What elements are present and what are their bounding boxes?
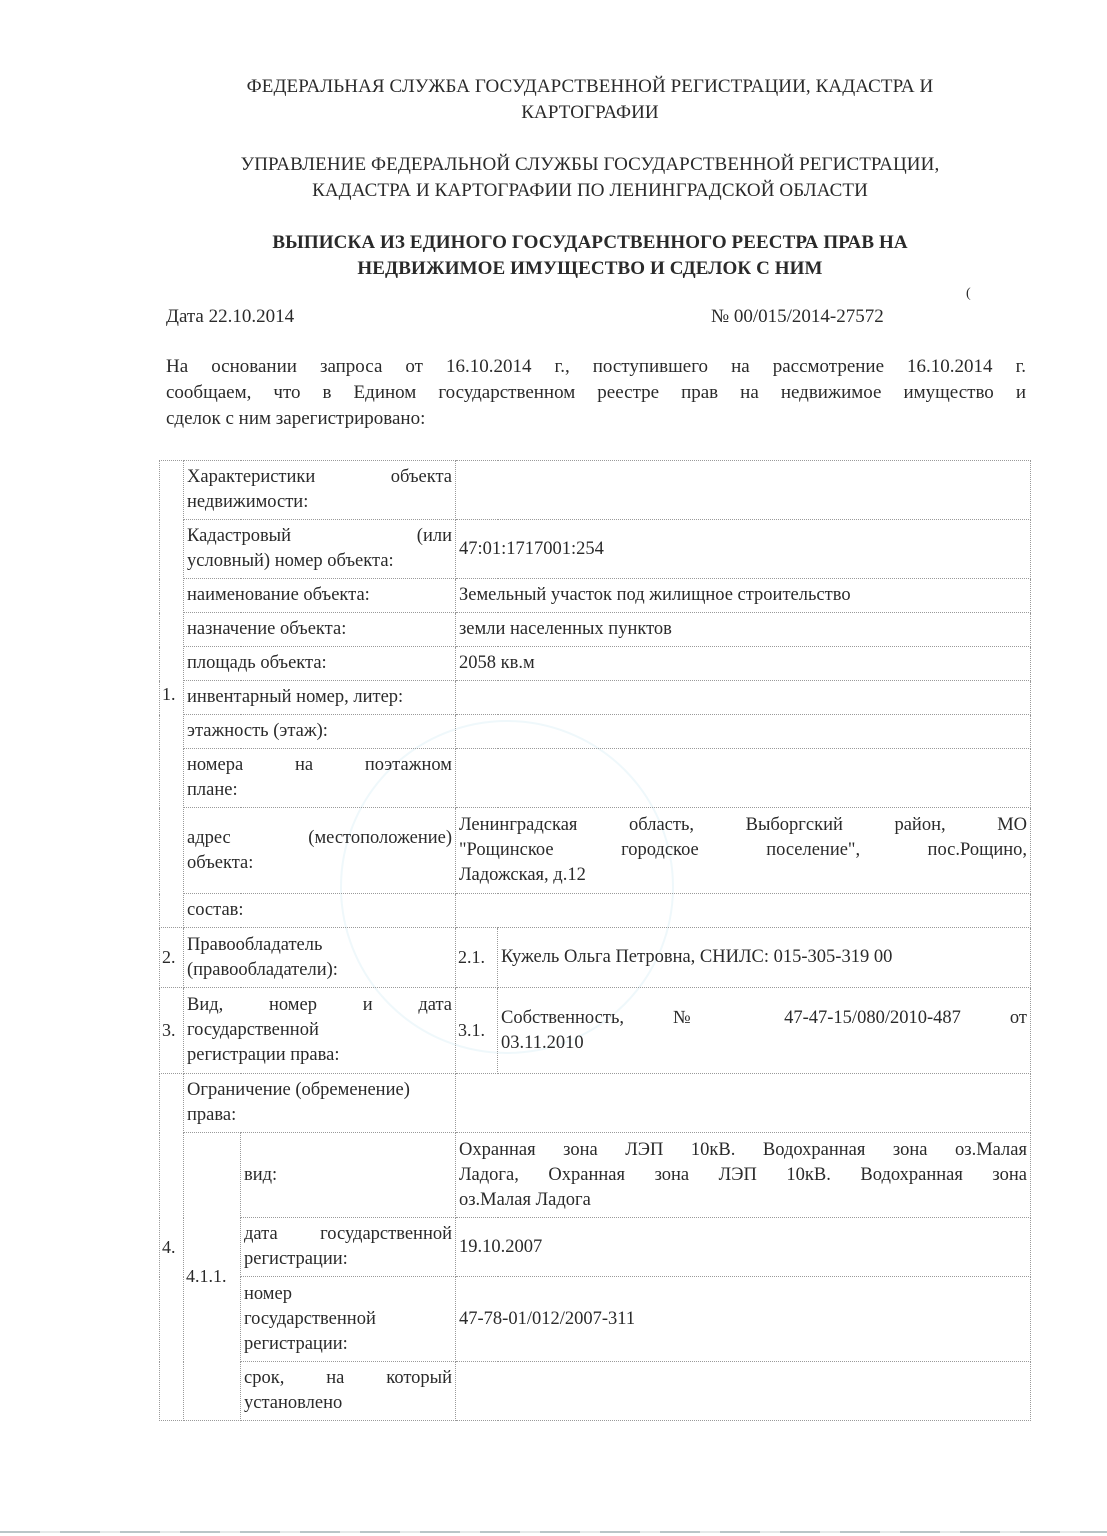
row-value [456, 1074, 1031, 1133]
document-date: Дата 22.10.2014 [166, 306, 295, 327]
table-row [160, 1074, 1031, 1133]
intro-paragraph [166, 354, 1026, 432]
table-row [160, 461, 1031, 520]
row-label [184, 808, 456, 894]
value-line: Ладога, Охранная зона ЛЭП 10кВ. Водохранная зона [459, 1164, 1027, 1185]
title-line-1: ВЫПИСКА ИЗ ЕДИНОГО ГОСУДАРСТВЕННОГО РЕЕСТРА ПРАВ НА [272, 232, 908, 253]
value-line: 03.11.2010 [501, 1032, 584, 1053]
encumbrance-date: 19.10.2007 [456, 1218, 1031, 1277]
sub-number: 4.1.1. [184, 1133, 241, 1421]
row-value [456, 894, 1031, 928]
row-value [456, 715, 1031, 749]
label-line: недвижимости: [187, 492, 309, 512]
row-label [184, 928, 456, 988]
row-label: состав: [184, 894, 456, 928]
sub-number: 2.1. [456, 928, 498, 988]
section-number: 4. [160, 1074, 184, 1421]
encumbrance-type [456, 1133, 1031, 1218]
row-label: инвентарный номер, литер: [184, 681, 456, 715]
table-row [160, 928, 1031, 988]
row-label: этажность (этаж): [184, 715, 456, 749]
row-label: площадь объекта: [184, 647, 456, 681]
table-row [160, 1218, 1031, 1277]
table-row [160, 749, 1031, 808]
label-line: условный) номер объекта: [187, 551, 394, 571]
agency-line-1: ФЕДЕРАЛЬНАЯ СЛУЖБА ГОСУДАРСТВЕННОЙ РЕГИСТРАЦИИ, КАДАСТРА И [246, 76, 934, 97]
intro-line-2: сообщаем, что в Едином государственном реестре прав на недвижимое имущество и [166, 382, 1026, 403]
label-line: объекта: [187, 852, 254, 873]
object-name: Земельный участок под жилищное строительство [456, 579, 1031, 613]
row-label: назначение объекта: [184, 613, 456, 647]
label-line: номер [244, 1283, 292, 1304]
label-line: номера на поэтажном [187, 755, 452, 775]
table-row [160, 1277, 1031, 1362]
label-line: Вид, номер и дата [187, 995, 452, 1015]
row-value [456, 461, 1031, 520]
row-label: вид: [241, 1133, 456, 1218]
handwritten-mark: ( [966, 286, 971, 301]
object-address [456, 808, 1031, 894]
row-value [456, 749, 1031, 808]
label-line: дата государственной [244, 1224, 452, 1244]
table-row [160, 1362, 1031, 1421]
right-registration [498, 988, 1031, 1074]
table-row [160, 647, 1031, 681]
label-line: Ограничение (обременение) [187, 1080, 410, 1100]
section-number: 3. [160, 988, 184, 1074]
label-line: адрес (местоположение) [187, 827, 452, 848]
table-row [160, 520, 1031, 579]
label-line: Кадастровый (или [187, 526, 452, 546]
table-row [160, 715, 1031, 749]
table-row [160, 808, 1031, 894]
row-label [184, 520, 456, 579]
value-line: Охранная зона ЛЭП 10кВ. Водохранная зона оз.Малая [459, 1139, 1027, 1160]
title-line-2: НЕДВИЖИМОЕ ИМУЩЕСТВО И СДЕЛОК С НИМ [357, 258, 823, 279]
document-title [150, 230, 1030, 282]
address-line: "Рощинское городское поселение", пос.Рощино, [459, 840, 1027, 860]
scan-edge-line [0, 1531, 1107, 1533]
table-row [160, 681, 1031, 715]
row-label [184, 988, 456, 1074]
table-row [160, 613, 1031, 647]
label-line: государственной [244, 1308, 376, 1329]
row-label [184, 749, 456, 808]
row-label [241, 1277, 456, 1362]
label-line: Правообладатель [187, 934, 323, 955]
office-header [150, 152, 1030, 204]
intro-line-1: На основании запроса от 16.10.2014 г., поступившего на рассмотрение 16.10.2014 г. [166, 356, 1026, 377]
label-line: регистрации права: [187, 1045, 340, 1065]
registry-table [159, 460, 1031, 1421]
label-line: регистрации: [244, 1333, 348, 1354]
office-line-2: КАДАСТРА И КАРТОГРАФИИ ПО ЛЕНИНГРАДСКОЙ ОБЛАСТИ [312, 180, 868, 201]
address-line: Ленинградская область, Выборгский район, МО [459, 815, 1027, 835]
row-value [456, 1362, 1031, 1421]
value-line: оз.Малая Ладога [459, 1189, 591, 1210]
table-row [160, 988, 1031, 1074]
row-label: наименование объекта: [184, 579, 456, 613]
label-line: (правообладатели): [187, 959, 338, 980]
encumbrance-number: 47-78-01/012/2007-311 [456, 1277, 1031, 1362]
cadastral-number: 47:01:1717001:254 [456, 520, 1031, 579]
section-number: 1. [160, 461, 184, 928]
row-label [241, 1362, 456, 1421]
sub-number: 3.1. [456, 988, 498, 1074]
table-row [160, 894, 1031, 928]
label-line: установлено [244, 1393, 343, 1413]
label-line: плане: [187, 780, 238, 800]
right-holder: Кужель Ольга Петровна, СНИЛС: 015-305-319 00 [498, 928, 1031, 988]
table-row [160, 579, 1031, 613]
object-purpose: земли населенных пунктов [456, 613, 1031, 647]
office-line-1: УПРАВЛЕНИЕ ФЕДЕРАЛЬНОЙ СЛУЖБЫ ГОСУДАРСТВЕННОЙ РЕГИСТРАЦИИ, [240, 154, 940, 175]
label-line: права: [187, 1105, 237, 1125]
intro-line-3: сделок с ним зарегистрировано: [166, 408, 426, 429]
row-label [184, 1074, 456, 1133]
label-line: государственной [187, 1020, 319, 1040]
address-line: Ладожская, д.12 [459, 865, 586, 885]
document-number: № 00/015/2014-27572 [711, 306, 884, 327]
label-line: Характеристики объекта [187, 467, 452, 487]
object-area: 2058 кв.м [456, 647, 1031, 681]
label-line: срок, на который [244, 1368, 452, 1388]
agency-header [150, 74, 1030, 126]
table-row [160, 1133, 1031, 1218]
agency-line-2: КАРТОГРАФИИ [521, 102, 659, 123]
row-label [184, 461, 456, 520]
section-number: 2. [160, 928, 184, 988]
row-value [456, 681, 1031, 715]
value-line: Собственность, № 47-47-15/080/2010-487 от [501, 1007, 1027, 1028]
row-label [241, 1218, 456, 1277]
label-line: регистрации: [244, 1249, 348, 1269]
